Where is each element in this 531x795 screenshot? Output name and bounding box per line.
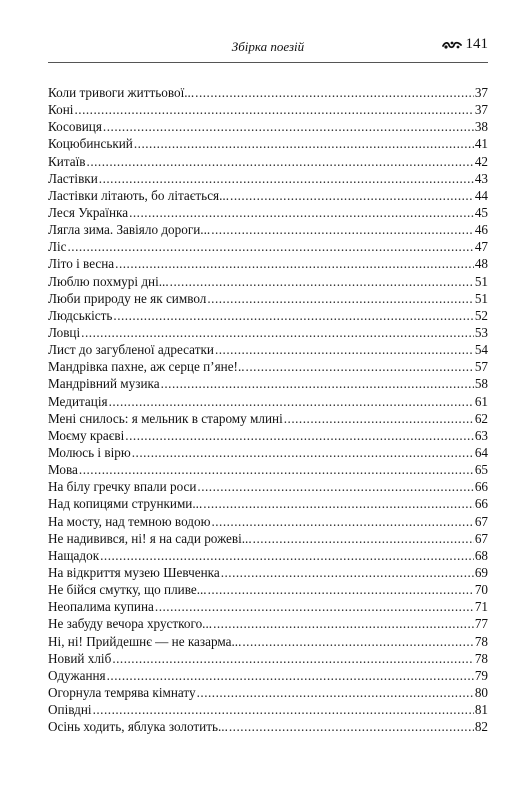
toc-entry-page: 52 [474, 307, 488, 323]
toc-entry [48, 650, 488, 667]
toc-entry [48, 393, 488, 410]
toc-entry-title: Моєму краєві [48, 427, 125, 443]
toc-entry-title: На білу гречку впали роси [48, 479, 197, 495]
table-of-contents [48, 84, 488, 735]
header-title: Збірка поезій [231, 39, 305, 54]
toc-entry [48, 290, 488, 307]
header-page-number: 141 [465, 36, 488, 52]
toc-entry [48, 341, 488, 358]
dot-leader [221, 564, 474, 581]
toc-entry-page: 38 [474, 119, 488, 135]
toc-entry [48, 238, 488, 255]
toc-entry-title: Мандрівний музика [48, 376, 160, 392]
toc-entry-title: Нащадок [48, 547, 100, 563]
toc-entry-page: 80 [474, 684, 488, 700]
dot-leader [208, 581, 474, 598]
toc-entry-page: 63 [474, 427, 488, 443]
toc-entry [48, 204, 488, 221]
toc-entry-page: 45 [474, 204, 488, 220]
toc-entry [48, 358, 488, 375]
toc-entry [48, 427, 488, 444]
toc-entry-page: 81 [474, 702, 488, 718]
toc-entry-title: Над копицями стрункими... [48, 496, 203, 512]
toc-entry-title: Огорнула темрява кімнату [48, 684, 196, 700]
toc-entry-page: 69 [474, 564, 488, 580]
dot-leader [211, 513, 473, 530]
toc-entry-page: 61 [474, 393, 488, 409]
dot-leader [107, 667, 474, 684]
dot-leader [79, 461, 474, 478]
toc-entry-title: Мандрівка пахне, аж серце п’яне!.. [48, 359, 245, 375]
toc-entry-page: 77 [474, 616, 488, 632]
toc-entry [48, 221, 488, 238]
toc-entry-title: На мосту, над темною водою [48, 513, 211, 529]
toc-entry-page: 41 [474, 136, 488, 152]
toc-entry-title: Мені снилось: я мельник в старому млині [48, 410, 283, 426]
dot-leader [67, 238, 473, 255]
toc-entry-title: Одужання [48, 667, 106, 683]
toc-entry-title: Коли тривоги життьової... [48, 85, 195, 100]
dot-leader [155, 598, 474, 615]
toc-entry-page: 71 [474, 599, 488, 615]
toc-entry-page: 51 [474, 273, 488, 289]
toc-entry-title: Неопалима купина [48, 599, 154, 615]
toc-entry [48, 255, 488, 272]
toc-entry [48, 170, 488, 187]
header-rule [48, 62, 488, 63]
dot-leader [242, 633, 473, 650]
dot-leader [203, 495, 474, 512]
toc-entry [48, 84, 488, 101]
toc-entry [48, 633, 488, 650]
toc-entry-title: Ліс [48, 239, 67, 255]
dot-leader [213, 615, 474, 632]
toc-entry-title: Коні [48, 102, 74, 118]
dot-leader [74, 101, 473, 118]
dot-leader [81, 324, 474, 341]
toc-entry-title: На відкриття музею Шевченка [48, 564, 220, 580]
toc-entry [48, 513, 488, 530]
dot-leader [112, 650, 474, 667]
dot-leader [253, 530, 474, 547]
dot-leader [129, 204, 474, 221]
toc-entry-title: Люблю похмурі дні... [48, 273, 169, 289]
leaf-scroll-ornament-icon [442, 39, 462, 51]
toc-entry-page: 66 [474, 496, 488, 512]
toc-entry-title: Новий хліб [48, 650, 112, 666]
dot-leader [197, 684, 474, 701]
dot-leader [125, 427, 474, 444]
dot-leader [103, 118, 474, 135]
toc-entry-page: 68 [474, 547, 488, 563]
header-page-block [442, 36, 489, 53]
dot-leader [134, 135, 474, 152]
toc-entry [48, 410, 488, 427]
toc-entry-page: 54 [474, 342, 488, 358]
toc-entry-page: 58 [474, 376, 488, 392]
dot-leader [113, 307, 473, 324]
dot-leader [211, 221, 474, 238]
toc-entry [48, 273, 488, 290]
toc-entry [48, 118, 488, 135]
dot-leader [109, 393, 474, 410]
toc-entry [48, 495, 488, 512]
toc-entry [48, 187, 488, 204]
toc-entry [48, 581, 488, 598]
toc-entry-title: Ні, ні! Прийдешнє — не казарма... [48, 633, 242, 649]
dot-leader [195, 84, 474, 101]
toc-entry-page: 79 [474, 667, 488, 683]
dot-leader [115, 255, 474, 272]
toc-entry-title: Не забуду вечора хрусткого... [48, 616, 213, 632]
toc-entry [48, 153, 488, 170]
toc-entry-page: 37 [474, 85, 488, 100]
toc-entry [48, 598, 488, 615]
toc-entry-page: 51 [474, 290, 488, 306]
dot-leader [284, 410, 474, 427]
toc-entry [48, 478, 488, 495]
toc-entry-page: 82 [474, 719, 488, 735]
dot-leader [99, 170, 474, 187]
toc-entry-title: Ловці [48, 324, 81, 340]
toc-entry-title: Літо і весна [48, 256, 115, 272]
toc-entry-title: Людськість [48, 307, 113, 323]
toc-entry [48, 101, 488, 118]
toc-entry [48, 530, 488, 547]
toc-entry-title: Не надивився, ні! я на сади рожеві... [48, 530, 252, 546]
toc-entry [48, 615, 488, 632]
toc-entry-page: 53 [474, 324, 488, 340]
dot-leader [132, 444, 474, 461]
toc-entry-title: Ластівки літають, бо літається... [48, 187, 230, 203]
toc-entry [48, 375, 488, 392]
dot-leader [161, 375, 474, 392]
toc-entry [48, 718, 488, 735]
toc-entry-page: 48 [474, 256, 488, 272]
toc-entry-title: Молюсь і вірю [48, 444, 131, 460]
toc-entry-title: Коцюбинський [48, 136, 133, 152]
toc-entry [48, 684, 488, 701]
toc-entry-title: Ластівки [48, 170, 98, 186]
toc-entry-page: 62 [474, 410, 488, 426]
toc-entry-title: Лягла зима. Завіяло дороги... [48, 222, 211, 238]
toc-entry-page: 42 [474, 153, 488, 169]
toc-entry-page: 43 [474, 170, 488, 186]
toc-entry-title: Медитація [48, 393, 108, 409]
dot-leader [230, 187, 474, 204]
toc-entry [48, 701, 488, 718]
dot-leader [100, 547, 474, 564]
toc-entry [48, 135, 488, 152]
toc-entry-page: 67 [474, 513, 488, 529]
toc-entry-title: Лист до загубленої адресатки [48, 342, 214, 358]
toc-entry-page: 47 [474, 239, 488, 255]
toc-entry-title: Люби природу не як символ [48, 290, 207, 306]
dot-leader [87, 153, 474, 170]
toc-entry [48, 667, 488, 684]
toc-entry-page: 78 [474, 633, 488, 649]
toc-entry-title: Китаїв [48, 153, 86, 169]
toc-entry-page: 78 [474, 650, 488, 666]
toc-entry [48, 461, 488, 478]
toc-entry-page: 66 [474, 479, 488, 495]
toc-entry-title: Леся Українка [48, 204, 129, 220]
running-header [48, 36, 488, 58]
toc-entry-page: 67 [474, 530, 488, 546]
toc-entry-page: 37 [474, 102, 488, 118]
toc-entry-page: 57 [474, 359, 488, 375]
dot-leader [207, 290, 473, 307]
toc-entry-title: Опівдні [48, 702, 92, 718]
toc-entry [48, 444, 488, 461]
dot-leader [246, 358, 474, 375]
dot-leader [215, 341, 474, 358]
toc-entry-title: Не бійся смутку, що пливе... [48, 582, 207, 598]
toc-entry [48, 564, 488, 581]
toc-entry-page: 65 [474, 462, 488, 478]
toc-entry-title: Мова [48, 462, 78, 478]
dot-leader [229, 718, 474, 735]
toc-entry [48, 324, 488, 341]
dot-leader [93, 701, 474, 718]
toc-entry-title: Осінь ходить, яблука золотить... [48, 719, 228, 735]
toc-entry-title: Косовиця [48, 119, 102, 135]
toc-entry-page: 44 [474, 187, 488, 203]
toc-entry [48, 307, 488, 324]
toc-entry-page: 46 [474, 222, 488, 238]
toc-entry [48, 547, 488, 564]
dot-leader [197, 478, 473, 495]
toc-entry-page: 70 [474, 582, 488, 598]
dot-leader [170, 273, 474, 290]
toc-entry-page: 64 [474, 444, 488, 460]
